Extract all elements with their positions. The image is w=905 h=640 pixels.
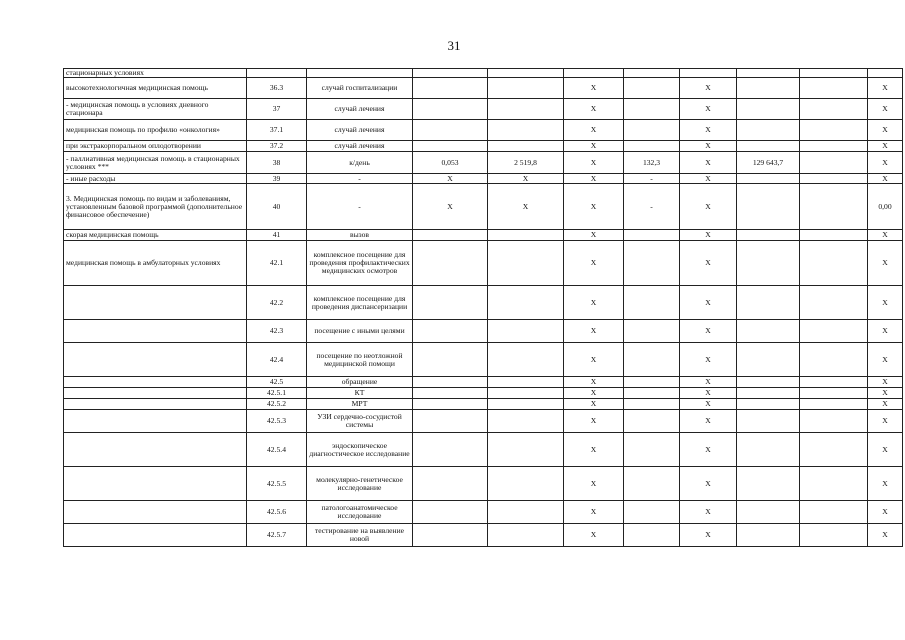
table-cell: X [868, 174, 903, 184]
table-cell: 36.3 [247, 78, 307, 99]
table-cell [488, 286, 564, 320]
table-cell [624, 120, 680, 141]
table-cell: X [680, 174, 737, 184]
table-cell: X [564, 141, 624, 152]
table-cell: 0,00 [868, 184, 903, 230]
table-cell [737, 524, 800, 547]
table-cell: - медицинская помощь в условиях дневного стационара [64, 99, 247, 120]
table-cell: X [413, 174, 488, 184]
table-row [64, 78, 903, 99]
table-row [64, 99, 903, 120]
table-cell: X [868, 377, 903, 388]
table-cell [624, 388, 680, 399]
table-cell [488, 433, 564, 467]
table-cell [800, 399, 868, 410]
table-cell: 129 643,7 [737, 152, 800, 174]
table-cell: стационарных условиях [64, 69, 247, 78]
table-cell [413, 399, 488, 410]
table-cell [737, 78, 800, 99]
table-cell: 42.3 [247, 320, 307, 343]
table-cell: 42.1 [247, 241, 307, 286]
table-cell [413, 388, 488, 399]
table-cell [737, 501, 800, 524]
table-cell: X [564, 399, 624, 410]
table-row [64, 286, 903, 320]
table-cell: высокотехнологичная медицинская помощь [64, 78, 247, 99]
table-cell: 39 [247, 174, 307, 184]
table-cell: вызов [307, 230, 413, 241]
table-cell: комплексное посещение для проведения диспансеризации [307, 286, 413, 320]
table-cell: медицинская помощь в амбулаторных условиях [64, 241, 247, 286]
table-cell [624, 69, 680, 78]
table-cell: к/день [307, 152, 413, 174]
table-cell [488, 399, 564, 410]
table-cell: случай лечения [307, 99, 413, 120]
table-cell: X [868, 99, 903, 120]
table-cell: 42.2 [247, 286, 307, 320]
table-cell [488, 69, 564, 78]
table-cell: 37 [247, 99, 307, 120]
table-cell: X [868, 320, 903, 343]
table-cell: X [868, 120, 903, 141]
table-cell: X [680, 286, 737, 320]
table-cell: X [564, 286, 624, 320]
table-cell [800, 120, 868, 141]
table-cell [488, 410, 564, 433]
table-row [64, 152, 903, 174]
table-cell [488, 241, 564, 286]
page-number: 31 [447, 38, 461, 53]
table-row [64, 524, 903, 547]
table-cell [488, 377, 564, 388]
table-cell [800, 230, 868, 241]
table-cell [737, 174, 800, 184]
table-cell [413, 120, 488, 141]
table-cell [413, 230, 488, 241]
table-cell: патологоанатомическое исследование [307, 501, 413, 524]
table-cell: X [868, 230, 903, 241]
table-cell: X [868, 399, 903, 410]
table-cell: 42.5.5 [247, 467, 307, 501]
table-cell [624, 501, 680, 524]
table-cell [624, 433, 680, 467]
table-cell [413, 524, 488, 547]
table-cell [737, 433, 800, 467]
table-cell: 42.4 [247, 343, 307, 377]
table-cell: 42.5.1 [247, 388, 307, 399]
table-cell: X [564, 120, 624, 141]
table-cell [488, 78, 564, 99]
table-cell [800, 467, 868, 501]
table-cell [64, 410, 247, 433]
table-cell [737, 343, 800, 377]
table-cell [624, 467, 680, 501]
table-cell [800, 524, 868, 547]
table-cell: 40 [247, 184, 307, 230]
table-cell [413, 433, 488, 467]
table-cell: КТ [307, 388, 413, 399]
table-cell: 2 519,8 [488, 152, 564, 174]
table-cell: X [868, 388, 903, 399]
table-cell: X [680, 388, 737, 399]
table-cell [800, 343, 868, 377]
table-cell: X [564, 152, 624, 174]
table-cell: X [564, 343, 624, 377]
table-cell: МРТ [307, 399, 413, 410]
table-cell: X [488, 184, 564, 230]
table-cell: при экстракорпоральном оплодотворении [64, 141, 247, 152]
table-row [64, 399, 903, 410]
table-row [64, 184, 903, 230]
table-cell: посещение по неотложной медицинской помощи [307, 343, 413, 377]
table-row [64, 501, 903, 524]
table-cell: молекулярно-генетическое исследование [307, 467, 413, 501]
table-cell [64, 320, 247, 343]
table-cell: - паллиативная медицинская помощь в стационарных условиях *** [64, 152, 247, 174]
table-cell: - [624, 184, 680, 230]
table-cell [800, 174, 868, 184]
table-cell: X [680, 433, 737, 467]
table-cell [488, 501, 564, 524]
table-cell [868, 69, 903, 78]
table-cell [737, 320, 800, 343]
table-cell [64, 433, 247, 467]
table-cell [624, 99, 680, 120]
table-cell [800, 152, 868, 174]
table-cell [800, 78, 868, 99]
table-cell: 42.5.7 [247, 524, 307, 547]
table-cell: скорая медицинская помощь [64, 230, 247, 241]
table-cell [488, 467, 564, 501]
table-row [64, 388, 903, 399]
table-cell: X [564, 184, 624, 230]
table-cell [737, 388, 800, 399]
table-row [64, 174, 903, 184]
table-cell: - иные расходы [64, 174, 247, 184]
table-cell: X [564, 501, 624, 524]
table-cell [488, 343, 564, 377]
table-cell: X [564, 241, 624, 286]
table-cell: X [680, 78, 737, 99]
table-cell [247, 69, 307, 78]
table-cell: X [564, 99, 624, 120]
table-cell: - [307, 184, 413, 230]
table-cell [413, 320, 488, 343]
table-cell [488, 230, 564, 241]
table-cell: X [488, 174, 564, 184]
table-cell: X [564, 410, 624, 433]
table-cell [307, 69, 413, 78]
table-cell: 37.2 [247, 141, 307, 152]
table-cell: X [564, 388, 624, 399]
table-cell [737, 377, 800, 388]
table-cell [64, 467, 247, 501]
table-cell [413, 410, 488, 433]
table-cell [800, 286, 868, 320]
table-cell: 132,3 [624, 152, 680, 174]
table-cell: 38 [247, 152, 307, 174]
table-cell [737, 69, 800, 78]
table-cell [800, 99, 868, 120]
table-cell: X [868, 241, 903, 286]
table-cell [413, 69, 488, 78]
table-cell [64, 524, 247, 547]
table-cell: X [564, 433, 624, 467]
table-row [64, 230, 903, 241]
table-cell [64, 399, 247, 410]
table-row [64, 320, 903, 343]
table-cell: случай лечения [307, 141, 413, 152]
table-cell: X [680, 120, 737, 141]
table-cell: X [680, 241, 737, 286]
table-row [64, 377, 903, 388]
table-cell [413, 286, 488, 320]
table-cell: X [868, 410, 903, 433]
table-cell [737, 399, 800, 410]
table-cell: X [564, 174, 624, 184]
table-cell: X [680, 230, 737, 241]
table-cell [624, 320, 680, 343]
table-cell: X [564, 524, 624, 547]
table-row [64, 343, 903, 377]
table-cell [624, 78, 680, 99]
table-cell: X [868, 286, 903, 320]
table-cell [64, 343, 247, 377]
table-cell: X [680, 99, 737, 120]
table-cell: X [680, 184, 737, 230]
table-cell: эндоскопическое диагностическое исследование [307, 433, 413, 467]
table-cell [737, 230, 800, 241]
table-cell: УЗИ сердечно-сосудистой системы [307, 410, 413, 433]
table-row [64, 120, 903, 141]
table-cell [800, 141, 868, 152]
table-cell [488, 99, 564, 120]
table-cell [800, 501, 868, 524]
table-cell: X [680, 410, 737, 433]
table-row [64, 241, 903, 286]
table-cell: X [680, 141, 737, 152]
table-cell [488, 524, 564, 547]
table-cell: 0,053 [413, 152, 488, 174]
table-cell [413, 241, 488, 286]
table-cell [737, 286, 800, 320]
table-cell: X [680, 467, 737, 501]
table-cell: 42.5.4 [247, 433, 307, 467]
table-cell: 42.5 [247, 377, 307, 388]
table-cell: X [564, 78, 624, 99]
table-cell [64, 388, 247, 399]
table-cell: 41 [247, 230, 307, 241]
table-cell: тестирование на выявление новой [307, 524, 413, 547]
table-cell: - [624, 174, 680, 184]
table-cell: обращение [307, 377, 413, 388]
table-cell [800, 377, 868, 388]
table-cell [488, 320, 564, 343]
table-cell [624, 241, 680, 286]
table-cell [413, 467, 488, 501]
table-cell: X [564, 377, 624, 388]
table-cell: 37.1 [247, 120, 307, 141]
financing-table [63, 68, 903, 547]
table-cell [800, 433, 868, 467]
table-cell: X [680, 524, 737, 547]
table-cell: 42.5.3 [247, 410, 307, 433]
table-cell: X [680, 152, 737, 174]
table-cell [64, 286, 247, 320]
table-cell: 3. Медицинская помощь по видам и заболеваниям, установленным базовой программой (дополнительное финансовое обеспечение) [64, 184, 247, 230]
table-cell [624, 410, 680, 433]
table-cell: X [680, 343, 737, 377]
table-cell: посещение с иными целями [307, 320, 413, 343]
table-cell: X [868, 343, 903, 377]
table-cell [413, 99, 488, 120]
table-cell: X [564, 230, 624, 241]
table-cell [800, 241, 868, 286]
table-cell: X [680, 377, 737, 388]
table-cell [64, 377, 247, 388]
table-cell [564, 69, 624, 78]
table-cell: - [307, 174, 413, 184]
table-cell: X [680, 501, 737, 524]
table-cell: X [868, 524, 903, 547]
table-cell [800, 320, 868, 343]
table-cell: X [564, 467, 624, 501]
table-cell [488, 141, 564, 152]
table-cell [737, 141, 800, 152]
table-cell: случай лечения [307, 120, 413, 141]
table-cell: случай госпитализации [307, 78, 413, 99]
table-cell [800, 184, 868, 230]
table-cell: X [680, 399, 737, 410]
table-cell [737, 467, 800, 501]
table-cell: X [868, 433, 903, 467]
table-row [64, 410, 903, 433]
table-cell [624, 230, 680, 241]
table-cell [800, 69, 868, 78]
table-cell [737, 99, 800, 120]
table-cell: X [868, 78, 903, 99]
table-cell [737, 120, 800, 141]
table-cell: 42.5.6 [247, 501, 307, 524]
table-cell [413, 141, 488, 152]
table-cell: комплексное посещение для проведения профилактических медицинских осмотров [307, 241, 413, 286]
table-row [64, 69, 903, 78]
table-cell [64, 501, 247, 524]
table-cell [800, 410, 868, 433]
table-cell [488, 120, 564, 141]
table-cell: X [564, 320, 624, 343]
table-cell [413, 78, 488, 99]
table-cell: X [868, 152, 903, 174]
table-cell: X [680, 320, 737, 343]
table-row [64, 141, 903, 152]
table-cell [737, 184, 800, 230]
table-cell: 42.5.2 [247, 399, 307, 410]
table-cell: X [868, 467, 903, 501]
table-row [64, 467, 903, 501]
table-cell [624, 343, 680, 377]
table-cell [624, 141, 680, 152]
table-cell: X [868, 501, 903, 524]
table-cell [624, 377, 680, 388]
table-cell: медицинская помощь по профилю «онкология» [64, 120, 247, 141]
table-cell [413, 343, 488, 377]
table-cell [624, 286, 680, 320]
table-cell [488, 388, 564, 399]
table-cell [737, 410, 800, 433]
table-cell [624, 524, 680, 547]
table-cell: X [413, 184, 488, 230]
table-cell [737, 241, 800, 286]
table-row [64, 433, 903, 467]
table-cell [413, 377, 488, 388]
table-cell: X [868, 141, 903, 152]
table-cell [413, 501, 488, 524]
table-cell [680, 69, 737, 78]
table-cell [624, 399, 680, 410]
table-cell [800, 388, 868, 399]
